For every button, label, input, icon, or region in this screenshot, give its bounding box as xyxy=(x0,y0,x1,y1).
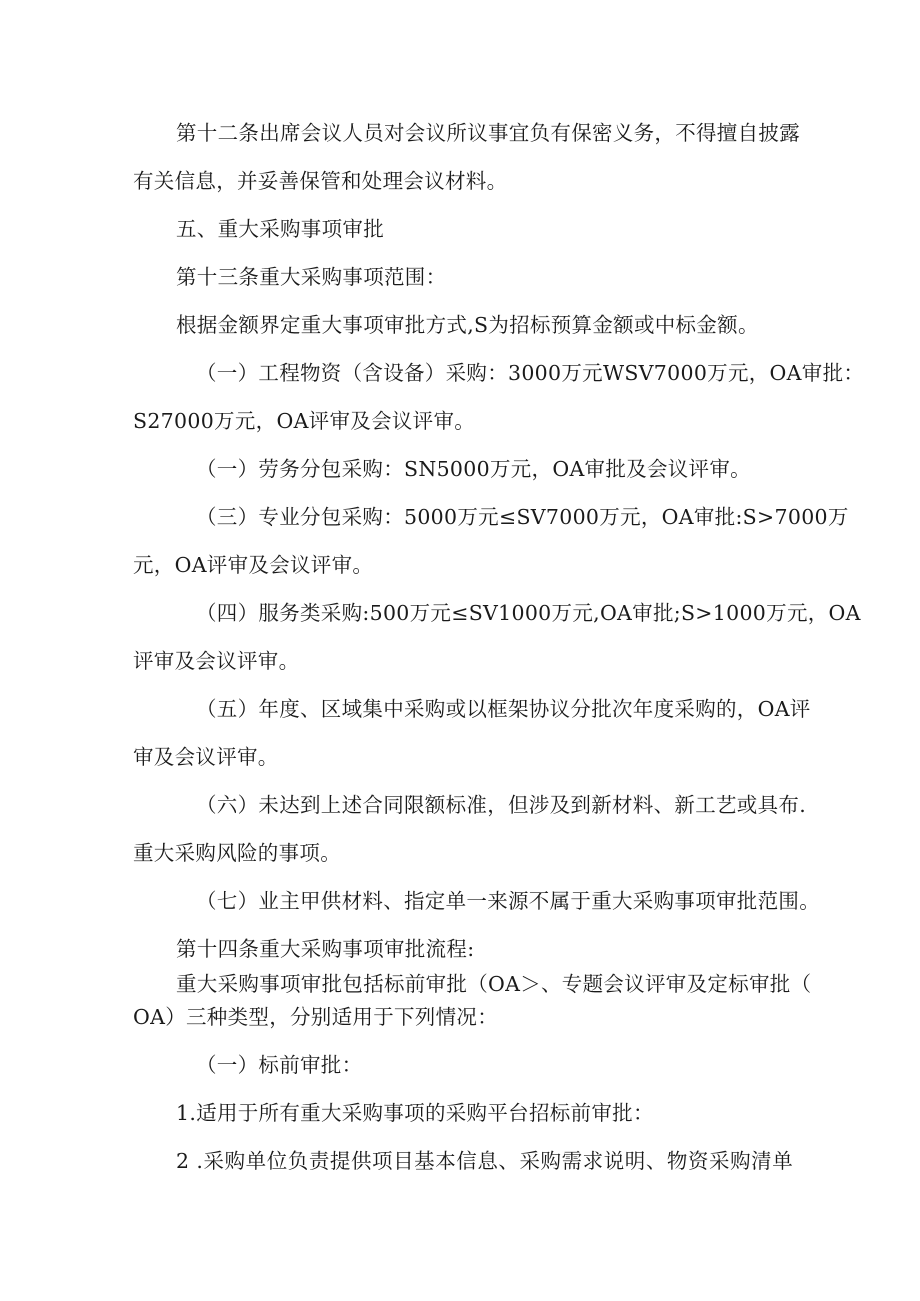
item-3-line-1: （三）专业分包采购：5000万元≤SV7000万元，OA审批:S>7000万 xyxy=(196,505,849,529)
article-12-line-1: 第十二条出席会议人员对会议所议事宜负有保密义务，不得擅自披露 xyxy=(176,121,800,145)
item-5-line-1: （五）年度、区域集中采购或以框架协议分批次年度采购的，OA评 xyxy=(196,697,811,721)
article-14-para-line-2: OA）三种类型，分别适用于下列情况： xyxy=(133,1005,499,1029)
item-2-line: （一）劳务分包采购：SN5000万元，OA审批及会议评审。 xyxy=(196,457,751,481)
article-13-heading: 第十三条重大采购事项范围： xyxy=(176,265,447,289)
item-5-line-2: 审及会议评审。 xyxy=(133,745,279,769)
item-4-line-1: （四）服务类采购:500万元≤SV1000万元,OA审批;S>1000万元，OA xyxy=(196,601,861,625)
item-6-line-1: （六）未达到上述合同限额标准，但涉及到新材料、新工艺或具布. xyxy=(196,793,807,817)
item-7-line: （七）业主甲供材料、指定单一来源不属于重大采购事项审批范围。 xyxy=(196,889,820,913)
scope-intro-paragraph: 根据金额界定重大事项审批方式,S为招标预算金额或中标金额。 xyxy=(176,313,759,337)
article-14-heading: 第十四条重大采购事项审批流程: xyxy=(176,937,475,961)
item-1-line-1: （一）工程物资（含设备）采购：3000万元WSV7000万元，OA审批： xyxy=(196,361,865,385)
point-1-line: 1.适用于所有重大采购事项的采购平台招标前审批： xyxy=(176,1101,654,1125)
item-6-line-2: 重大采购风险的事项。 xyxy=(133,841,341,865)
article-14-para-line-1: 重大采购事项审批包括标前审批（OA＞、专题会议评审及定标审批（ xyxy=(176,972,812,996)
item-1-line-2: S27000万元，OA评审及会议评审。 xyxy=(133,409,476,433)
article-12-line-2: 有关信息，并妥善保管和处理会议材料。 xyxy=(133,169,508,193)
pre-bid-approval-heading: （一）标前审批： xyxy=(196,1053,363,1077)
section-5-heading: 五、重大采购事项审批 xyxy=(176,217,384,241)
item-4-line-2: 评审及会议评审。 xyxy=(133,649,300,673)
point-2-line: 2 .采购单位负责提供项目基本信息、采购需求说明、物资采购清单 xyxy=(176,1149,793,1173)
item-3-line-2: 元，OA评审及会议评审。 xyxy=(133,553,374,577)
